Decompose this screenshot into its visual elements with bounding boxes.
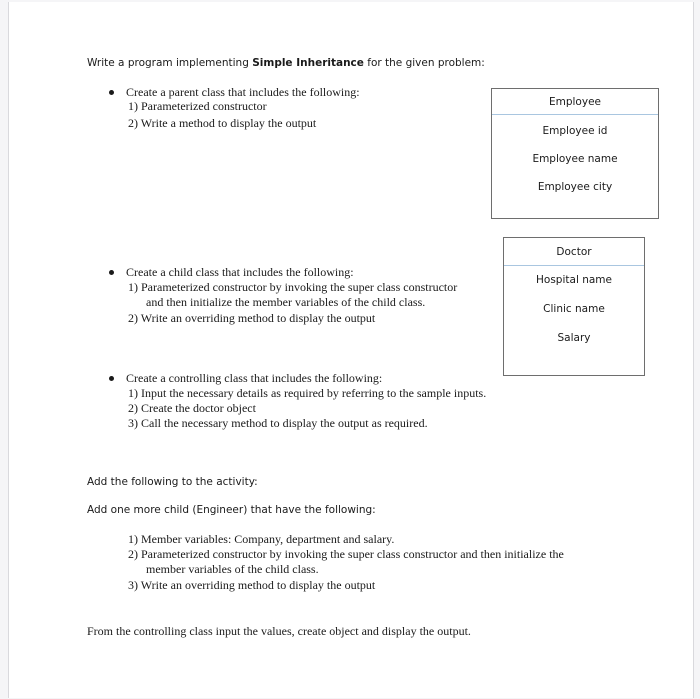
controlling-item-1: 1) Input the necessary details as required by referring to the sample inputs. bbox=[128, 386, 487, 400]
intro-text bbox=[87, 57, 485, 69]
activity-item-2: 2) Parameterized constructor by invoking the super class constructor and then initialize the bbox=[128, 547, 564, 561]
intro-suffix: for the given problem: bbox=[363, 57, 485, 69]
parent-item-1: 1) Parameterized constructor bbox=[128, 99, 267, 113]
activity-item-2-cont: member variables of the child class. bbox=[146, 562, 319, 576]
employee-attr-city: Employee city bbox=[537, 181, 613, 193]
intro-prefix: Write a program implementing bbox=[87, 57, 253, 69]
employee-attr-name: Employee name bbox=[532, 153, 618, 165]
doctor-attr-hospital: Hospital name bbox=[536, 274, 612, 286]
controlling-item-3: 3) Call the necessary method to display the output as required. bbox=[128, 416, 428, 430]
child-item-2: 2) Write an overriding method to display the output bbox=[128, 311, 376, 325]
doctor-attr-salary: Salary bbox=[557, 332, 591, 344]
controlling-heading: Create a controlling class that includes the following: bbox=[126, 371, 383, 385]
activity-item-3: 3) Write an overriding method to display the output bbox=[128, 578, 376, 592]
parent-item-2: 2) Write a method to display the output bbox=[128, 116, 317, 130]
child-item-1-cont: and then initialize the member variables of the child class. bbox=[146, 295, 426, 309]
bullet-dot bbox=[109, 90, 114, 95]
bullet-dot bbox=[109, 270, 114, 275]
activity-heading: Add the following to the activity: bbox=[87, 476, 258, 488]
bullet-dot bbox=[109, 376, 114, 381]
final-instruction: From the controlling class input the values, create object and display the output. bbox=[87, 624, 471, 638]
employee-attr-id: Employee id bbox=[542, 125, 608, 137]
child-heading: Create a child class that includes the following: bbox=[126, 265, 354, 279]
intro-bold: Simple Inheritance bbox=[252, 57, 364, 69]
parent-heading: Create a parent class that includes the following: bbox=[126, 85, 360, 99]
activity-item-1: 1) Member variables: Company, department and salary. bbox=[128, 532, 395, 546]
class-divider bbox=[504, 265, 644, 266]
class-divider bbox=[492, 114, 658, 115]
employee-class-name: Employee bbox=[548, 96, 601, 108]
doctor-attr-clinic: Clinic name bbox=[543, 303, 605, 315]
doctor-class-name: Doctor bbox=[556, 246, 592, 258]
controlling-item-2: 2) Create the doctor object bbox=[128, 401, 256, 415]
doctor-class-box bbox=[503, 237, 645, 376]
activity-child-heading: Add one more child (Engineer) that have the following: bbox=[87, 504, 376, 516]
child-item-1: 1) Parameterized constructor by invoking the super class constructor bbox=[128, 280, 458, 294]
employee-class-box bbox=[491, 88, 659, 219]
